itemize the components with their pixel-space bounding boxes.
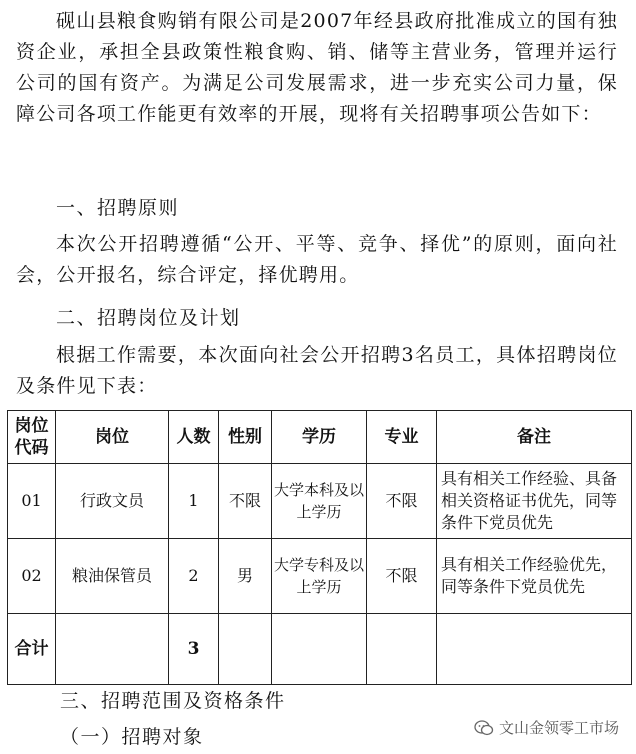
cell-remarks: 具有相关工作经验、具备相关资格证书优先，同等条件下党员优先 bbox=[437, 464, 632, 539]
cell-code: 02 bbox=[8, 539, 56, 614]
cell-count: 1 bbox=[169, 464, 219, 539]
total-empty bbox=[272, 614, 367, 685]
cell-position: 粮油保管员 bbox=[56, 539, 169, 614]
header-major: 专业 bbox=[367, 411, 437, 464]
table-row bbox=[8, 464, 632, 539]
positions-paragraph: 根据工作需要，本次面向社会公开招聘3名员工，具体招聘岗位及条件见下表： bbox=[16, 344, 618, 397]
section-heading-principles: 一、招聘原则 bbox=[56, 197, 180, 219]
cell-code: 01 bbox=[8, 464, 56, 539]
total-count: 3 bbox=[169, 614, 219, 685]
header-remarks: 备注 bbox=[437, 411, 632, 464]
header-code: 岗位代码 bbox=[8, 411, 56, 464]
cell-gender: 不限 bbox=[219, 464, 272, 539]
table-header-row bbox=[8, 411, 632, 464]
watermark-text: 文山金领零工市场 bbox=[498, 719, 619, 737]
cell-education: 大学专科及以上学历 bbox=[272, 539, 367, 614]
cell-gender: 男 bbox=[219, 539, 272, 614]
header-count: 人数 bbox=[169, 411, 219, 464]
cell-education: 大学本科及以上学历 bbox=[272, 464, 367, 539]
wechat-icon bbox=[474, 720, 494, 736]
table-row bbox=[8, 539, 632, 614]
section-heading-positions: 二、招聘岗位及计划 bbox=[56, 307, 241, 329]
header-position: 岗位 bbox=[56, 411, 169, 464]
total-empty bbox=[437, 614, 632, 685]
source-watermark bbox=[471, 716, 622, 739]
cell-position: 行政文员 bbox=[56, 464, 169, 539]
table-total-row bbox=[8, 614, 632, 685]
total-empty bbox=[219, 614, 272, 685]
subheading-target: （一）招聘对象 bbox=[60, 726, 204, 748]
cell-remarks: 具有相关工作经验优先，同等条件下党员优先 bbox=[437, 539, 632, 614]
cell-major: 不限 bbox=[367, 464, 437, 539]
header-gender: 性别 bbox=[219, 411, 272, 464]
section-heading-scope: 三、招聘范围及资格条件 bbox=[60, 690, 286, 712]
intro-paragraph: 砚山县粮食购销有限公司是2007年经县政府批准成立的国有独资企业，承担全县政策性粮食购、销、储等主营业务，管理并运行公司的国有资产。为满足公司发展需求，进一步充实公司力量，保障公司各项工作能更有效率的开展，现将有关招聘事项公告如下： bbox=[16, 10, 618, 125]
cell-major: 不限 bbox=[367, 539, 437, 614]
positions-table bbox=[7, 410, 632, 685]
total-empty bbox=[367, 614, 437, 685]
cell-count: 2 bbox=[169, 539, 219, 614]
total-label: 合计 bbox=[8, 614, 56, 685]
header-education: 学历 bbox=[272, 411, 367, 464]
principles-paragraph: 本次公开招聘遵循“公开、平等、竞争、择优”的原则，面向社会，公开报名，综合评定，择优聘用。 bbox=[16, 233, 618, 286]
total-empty bbox=[56, 614, 169, 685]
